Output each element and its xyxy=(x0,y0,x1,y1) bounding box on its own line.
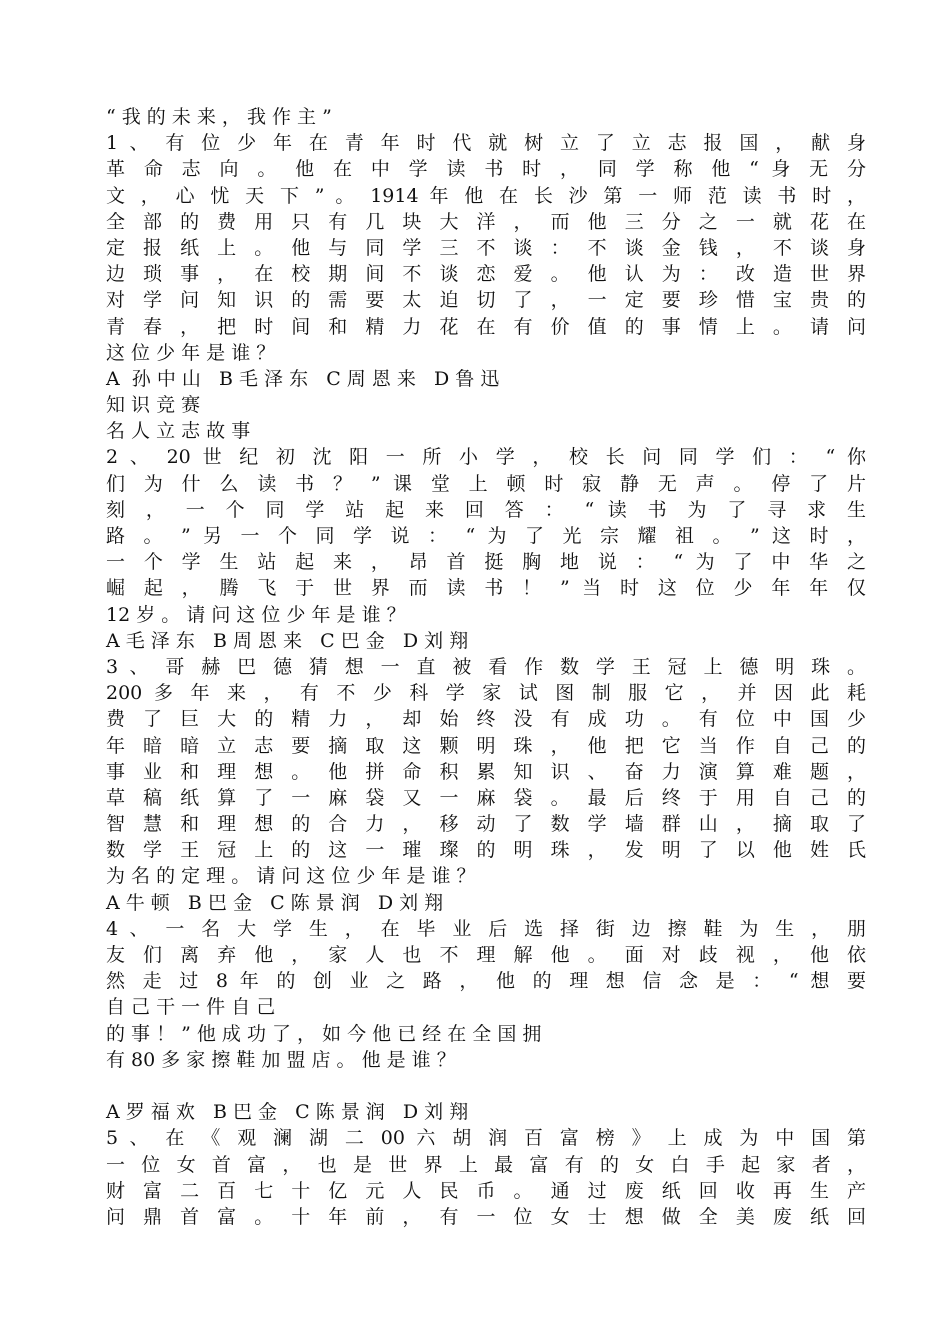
text-line: 事 业 和 理 想 。 他 拼 命 积 累 知 识 、 奋 力 演 算 难 题 ， xyxy=(106,760,866,783)
text-line: A 罗 福 欢 B 巴 金 C 陈 景 润 D 刘 翔 xyxy=(106,1101,469,1124)
text-line: 财 富 二 百 七 十 亿 元 人 民 币 。 通 过 废 纸 回 收 再 生 产 xyxy=(106,1179,866,1202)
text-line: 然 走 过 8 年 的 创 业 之 路 ， 他 的 理 想 信 念 是 ： “ 想 要 xyxy=(106,970,866,993)
text-line: 青 春 ， 把 时 间 和 精 力 花 在 有 价 值 的 事 情 上 。 请 问 xyxy=(106,315,866,338)
text-line: 友 们 离 弃 他 ， 家 人 也 不 理 解 他 。 面 对 歧 视 ， 他 依 xyxy=(106,944,866,966)
text-line: 路 。 ” 另 一 个 同 学 说 ： “ 为 了 光 宗 耀 祖 。 ” 这 时 ， xyxy=(106,525,866,547)
text-line: 崛 起 ， 腾 飞 于 世 界 而 读 书 ！ ” 当 时 这 位 少 年 年 仅 xyxy=(106,577,866,600)
text-line: 3 、 哥 赫 巴 德 猜 想 一 直 被 看 作 数 学 王 冠 上 德 明 珠 。 xyxy=(106,655,866,678)
text-line: 文 ， 心 忧 天 下 ” 。 1914 年 他 在 长 沙 第 一 师 范 读 书 时 ， xyxy=(106,184,866,207)
text-line: 2 、 20 世 纪 初 沈 阳 一 所 小 学 ， 校 长 问 同 学 们 ： “ 你 xyxy=(106,446,866,469)
text-line: 一 位 女 首 富 ， 也 是 世 界 上 最 富 有 的 女 白 手 起 家 者 ， xyxy=(106,1153,866,1176)
text-line: 200 多 年 来 ， 有 不 少 科 学 家 试 图 制 服 它 ， 并 因 此 耗 xyxy=(106,682,866,705)
text-line: 数 学 王 冠 上 的 这 一 璀 璨 的 明 珠 ， 发 明 了 以 他 姓 氏 xyxy=(106,839,866,862)
text-line: 问 鼎 首 富 。 十 年 前 ， 有 一 位 女 士 想 做 全 美 废 纸 回 xyxy=(106,1205,866,1228)
document-body xyxy=(106,104,866,1230)
text-line: 这 位 少 年 是 谁 ？ xyxy=(106,341,276,364)
text-line: 一 个 学 生 站 起 来 ， 昂 首 挺 胸 地 说 ： “ 为 了 中 华 之 xyxy=(106,551,866,574)
text-line: 名 人 立 志 故 事 xyxy=(106,420,251,443)
text-line: 费 了 巨 大 的 精 力 ， 却 始 终 没 有 成 功 。 有 位 中 国 少 xyxy=(106,708,866,731)
text-line: 全 部 的 费 用 只 有 几 块 大 洋 ， 而 他 三 分 之 一 就 花 在 xyxy=(106,210,866,233)
text-line xyxy=(106,1073,866,1099)
text-line: 知 识 竞 赛 xyxy=(106,394,201,417)
text-line: A 牛 顿 B 巴 金 C 陈 景 润 D 刘 翔 xyxy=(106,891,444,914)
text-line: 刻 ， 一 个 同 学 站 起 来 回 答 ： “ 读 书 为 了 寻 求 生 xyxy=(106,498,866,521)
text-line: 自 己 干 一 件 自 己 xyxy=(106,996,276,1019)
text-line: 的 事 ！ ” 他 成 功 了 ， 如 今 他 已 经 在 全 国 拥 xyxy=(106,1022,542,1045)
document-title: “ 我 的 未 来 ， 我 作 主 ” xyxy=(106,106,332,128)
text-line: 4 、 一 名 大 学 生 ， 在 毕 业 后 选 择 街 边 擦 鞋 为 生 ， 朋 xyxy=(106,917,866,940)
text-line: 定 报 纸 上 。 他 与 同 学 三 不 谈 ： 不 谈 金 钱 ， 不 谈 身 xyxy=(106,236,866,259)
text-line: 们 为 什 么 读 书 ？ ” 课 堂 上 顿 时 寂 静 无 声 。 停 了 片 xyxy=(106,472,866,495)
text-line: 有 80 多 家 擦 鞋 加 盟 店 。 他 是 谁 ？ xyxy=(106,1048,456,1071)
text-line: 1 、 有 位 少 年 在 青 年 时 代 就 树 立 了 立 志 报 国 ， 献 身 xyxy=(106,132,866,155)
text-line: 智 慧 和 理 想 的 合 力 ， 移 动 了 数 学 墙 群 山 ， 摘 取 了 xyxy=(106,813,866,836)
text-line: 革 命 志 向 。 他 在 中 学 读 书 时 ， 同 学 称 他 “ 身 无 分 xyxy=(106,158,866,181)
text-line: 对 学 问 知 识 的 需 要 太 迫 切 了 ， 一 定 要 珍 惜 宝 贵 的 xyxy=(106,289,866,312)
text-line: A 毛 泽 东 B 周 恩 来 C 巴 金 D 刘 翔 xyxy=(106,629,469,652)
text-line: 边 琐 事 ， 在 校 期 间 不 谈 恋 爱 。 他 认 为 ： 改 造 世 界 xyxy=(106,263,866,286)
text-line: 为 名 的 定 理 。 请 问 这 位 少 年 是 谁 ？ xyxy=(106,865,476,888)
text-line: 12 岁 。 请 问 这 位 少 年 是 谁 ？ xyxy=(106,603,406,626)
text-line: 年 暗 暗 立 志 要 摘 取 这 颗 明 珠 ， 他 把 它 当 作 自 己 的 xyxy=(106,734,866,757)
text-line: A 孙 中 山 B 毛 泽 东 C 周 恩 来 D 鲁 迅 xyxy=(106,367,500,390)
text-line: 草 稿 纸 算 了 一 麻 袋 又 一 麻 袋 。 最 后 终 于 用 自 己 的 xyxy=(106,786,866,809)
text-line: 5 、 在 《 观 澜 湖 二 00 六 胡 润 百 富 榜 》 上 成 为 中 国 第 xyxy=(106,1127,866,1150)
